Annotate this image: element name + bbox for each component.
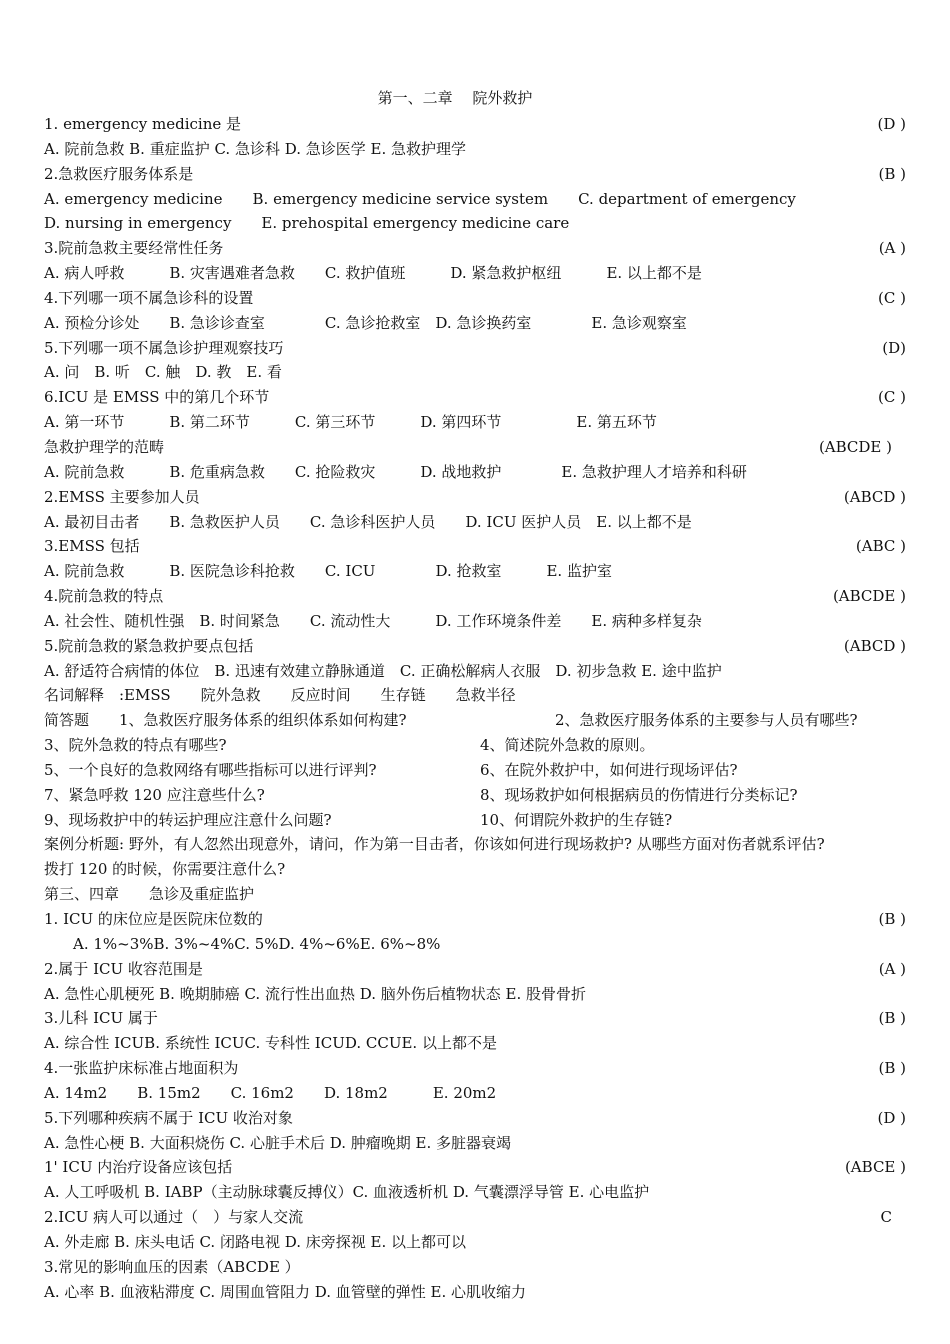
document-line (44, 957, 906, 982)
line-text: 5.下列哪一项不属急诊护理观察技巧 (44, 338, 284, 357)
document-line (44, 1155, 906, 1180)
answer-key: (B ) (878, 1059, 906, 1078)
document-line (44, 211, 906, 236)
document-line (44, 1180, 906, 1205)
line-text: A. 急性心肌梗死 B. 晚期肺癌 C. 流行性出血热 D. 脑外伤后植物状态 E. 股骨骨折 (44, 984, 586, 1003)
document-line (44, 1131, 906, 1156)
line-text: A. 人工呼吸机 B. IABP（主动脉球囊反搏仪）C. 血液透析机 D. 气囊漂浮导管 E. 心电监护 (44, 1183, 650, 1202)
line-text: 简答题 1、急救医疗服务体系的组织体系如何构建? (44, 711, 407, 730)
line-text: A. emergency medicine B. emergency medicine service system C. department of emergency (44, 189, 796, 208)
document-line (44, 1031, 906, 1056)
line-text: A. 最初目击者 B. 急救医护人员 C. 急诊科医护人员 D. ICU 医护人员 E. 以上都不是 (44, 512, 692, 531)
line-text: 1' ICU 内治疗设备应该包括 (44, 1158, 233, 1177)
document-line (44, 261, 906, 286)
line-text: A. 1%~3%B. 3%~4%C. 5%D. 4%~6%E. 6%~8% (73, 934, 441, 953)
line-text: A. 社会性、随机性强 B. 时间紧急 C. 流动性大 D. 工作环境条件差 E. 病种多样复杂 (44, 611, 702, 630)
second-column-question: 2、急救医疗服务体系的主要参与人员有哪些? (555, 711, 858, 730)
document-line (44, 783, 906, 808)
document-line (44, 733, 906, 758)
line-text: A. 急性心梗 B. 大面积烧伤 C. 心脏手术后 D. 肿瘤晚期 E. 多脏器衰竭 (44, 1133, 511, 1152)
line-text: A. 第一环节 B. 第二环节 C. 第三环节 D. 第四环节 E. 第五环节 (44, 413, 657, 432)
line-text: 4.院前急救的特点 (44, 587, 164, 606)
document-line (44, 410, 906, 435)
document-line (44, 485, 906, 510)
document-line (44, 1230, 906, 1255)
line-text: A. 院前急救 B. 重症监护 C. 急诊科 D. 急诊医学 E. 急救护理学 (44, 139, 466, 158)
document-line (44, 832, 906, 857)
line-text: 拨打 120 的时候，你需要注意什么? (44, 860, 286, 879)
line-text: 9、现场救护中的转运护理应注意什么问题? (44, 810, 332, 829)
answer-key: (ABCDE ) (832, 587, 906, 606)
answer-key: (ABCDE ) (818, 437, 892, 456)
line-text: 2.属于 ICU 收容范围是 (44, 959, 203, 978)
document-line (44, 360, 906, 385)
line-text: 案例分析题: 野外，有人忽然出现意外，请问，作为第一目击者，你该如何进行现场救护? 从哪些方面对伤者就系评估? (44, 835, 825, 854)
document-line (44, 1081, 906, 1106)
answer-key: (B ) (878, 1009, 906, 1028)
answer-key: (D) (882, 338, 906, 357)
document-line (44, 460, 906, 485)
document-line (44, 112, 906, 137)
document-line (44, 659, 906, 684)
document-line (44, 236, 906, 261)
line-text: 3.EMSS 包括 (44, 537, 140, 556)
document-line (44, 1106, 906, 1131)
answer-key: (C ) (878, 288, 906, 307)
document-line (44, 1280, 906, 1305)
chapter-title: 第一、二章 院外救护 (377, 89, 533, 107)
line-text: 3.儿科 ICU 属于 (44, 1009, 158, 1028)
line-text: 1. emergency medicine 是 (44, 115, 242, 133)
answer-key: (ABCD ) (843, 487, 906, 506)
document-line (44, 982, 906, 1007)
line-text: 2.EMSS 主要参加人员 (44, 487, 200, 506)
line-text: 7、紧急呼救 120 应注意些什么? (44, 785, 265, 804)
document-line (44, 286, 906, 311)
answer-key: C (880, 1208, 892, 1227)
document-line (44, 137, 906, 162)
document-line (44, 187, 906, 212)
line-text: 1. ICU 的床位应是医院床位数的 (44, 910, 263, 928)
answer-key: (ABCE ) (844, 1158, 906, 1177)
document-line (44, 311, 906, 336)
line-text: A. 心率 B. 血液粘滞度 C. 周围血管阻力 D. 血管壁的弹性 E. 心肌收缩力 (44, 1282, 526, 1301)
answer-key: (D ) (877, 115, 906, 133)
line-text: 2.ICU 病人可以通过（ ）与家人交流 (44, 1208, 304, 1227)
line-text: A. 问 B. 听 C. 触 D. 教 E. 看 (44, 363, 282, 382)
line-text: A. 舒适符合病情的体位 B. 迅速有效建立静脉通道 C. 正确松解病人衣服 D. 初步急救 E. 途中监护 (44, 661, 722, 680)
document-line (44, 808, 906, 833)
document-line (44, 907, 906, 932)
line-text: A. 综合性 ICUB. 系统性 ICUC. 专科性 ICUD. CCUE. 以上都不是 (44, 1034, 497, 1053)
line-text: A. 预检分诊处 B. 急诊诊查室 C. 急诊抢救室 D. 急诊换药室 E. 急诊观察室 (44, 313, 687, 332)
document-line (44, 385, 906, 410)
document-line (44, 559, 906, 584)
answer-key: (A ) (878, 959, 906, 978)
line-text: D. nursing in emergency E. prehospital emergency medicine care (44, 214, 570, 233)
document-line (44, 1006, 906, 1031)
document-line (44, 435, 906, 460)
document-line (44, 609, 906, 634)
document-line (44, 534, 906, 559)
document-line (44, 634, 906, 659)
document-line (44, 1255, 906, 1280)
line-text: A. 外走廊 B. 床头电话 C. 闭路电视 D. 床旁探视 E. 以上都可以 (44, 1232, 466, 1251)
answer-key: (D ) (877, 1108, 906, 1127)
document-line (44, 1205, 906, 1230)
second-column-question: 6、在院外救护中，如何进行现场评估? (480, 760, 738, 779)
line-text: 2.急救医疗服务体系是 (44, 164, 194, 183)
line-text: A. 院前急救 B. 医院急诊科抢救 C. ICU D. 抢救室 E. 监护室 (44, 562, 612, 581)
answer-key: (C ) (878, 388, 906, 407)
answer-key: (B ) (878, 164, 906, 183)
line-text: 4.下列哪一项不属急诊科的设置 (44, 288, 254, 307)
document-line (44, 758, 906, 783)
question-list (44, 112, 906, 1305)
line-text: 5.院前急救的紧急救护要点包括 (44, 636, 254, 655)
document-line (44, 857, 906, 882)
document-line (44, 162, 906, 187)
line-text: 第三、四章 急诊及重症监护 (44, 885, 255, 904)
line-text: 6.ICU 是 EMSS 中的第几个环节 (44, 388, 270, 407)
second-column-question: 10、何谓院外救护的生存链? (480, 810, 673, 829)
answer-key: (ABCD ) (843, 636, 906, 655)
second-column-question: 4、简述院外急救的原则。 (480, 736, 655, 755)
answer-key: (ABC ) (855, 537, 906, 556)
document-line (44, 584, 906, 609)
line-text: 名词解释 :EMSS 院外急救 反应时间 生存链 急救半径 (44, 686, 516, 705)
line-text: 5、一个良好的急救网络有哪些指标可以进行评判? (44, 760, 377, 779)
document-line (44, 510, 906, 535)
document-line (44, 1056, 906, 1081)
document-line (44, 708, 906, 733)
line-text: 5.下列哪种疾病不属于 ICU 收治对象 (44, 1108, 293, 1127)
document-line (44, 336, 906, 361)
line-text: A. 病人呼救 B. 灾害遇难者急救 C. 救护值班 D. 紧急救护枢纽 E. 以上都不是 (44, 264, 702, 283)
line-text: 3.常见的影响血压的因素（ABCDE ） (44, 1257, 300, 1276)
document-line (44, 882, 906, 907)
line-text: 4.一张监护床标准占地面积为 (44, 1059, 239, 1078)
line-text: A. 14m2 B. 15m2 C. 16m2 D. 18m2 E. 20m2 (44, 1083, 497, 1102)
line-text: A. 院前急救 B. 危重病急救 C. 抢险救灾 D. 战地救护 E. 急救护理人才培养和科研 (44, 462, 747, 481)
document-line (44, 932, 906, 957)
answer-key: (B ) (878, 910, 906, 928)
line-text: 3、院外急救的特点有哪些? (44, 736, 227, 755)
line-text: 急救护理学的范畴 (44, 437, 165, 456)
line-text: 3.院前急救主要经常性任务 (44, 239, 224, 258)
document-line (44, 683, 906, 708)
second-column-question: 8、现场救护如何根据病员的伤情进行分类标记? (480, 785, 798, 804)
answer-key: (A ) (878, 239, 906, 258)
